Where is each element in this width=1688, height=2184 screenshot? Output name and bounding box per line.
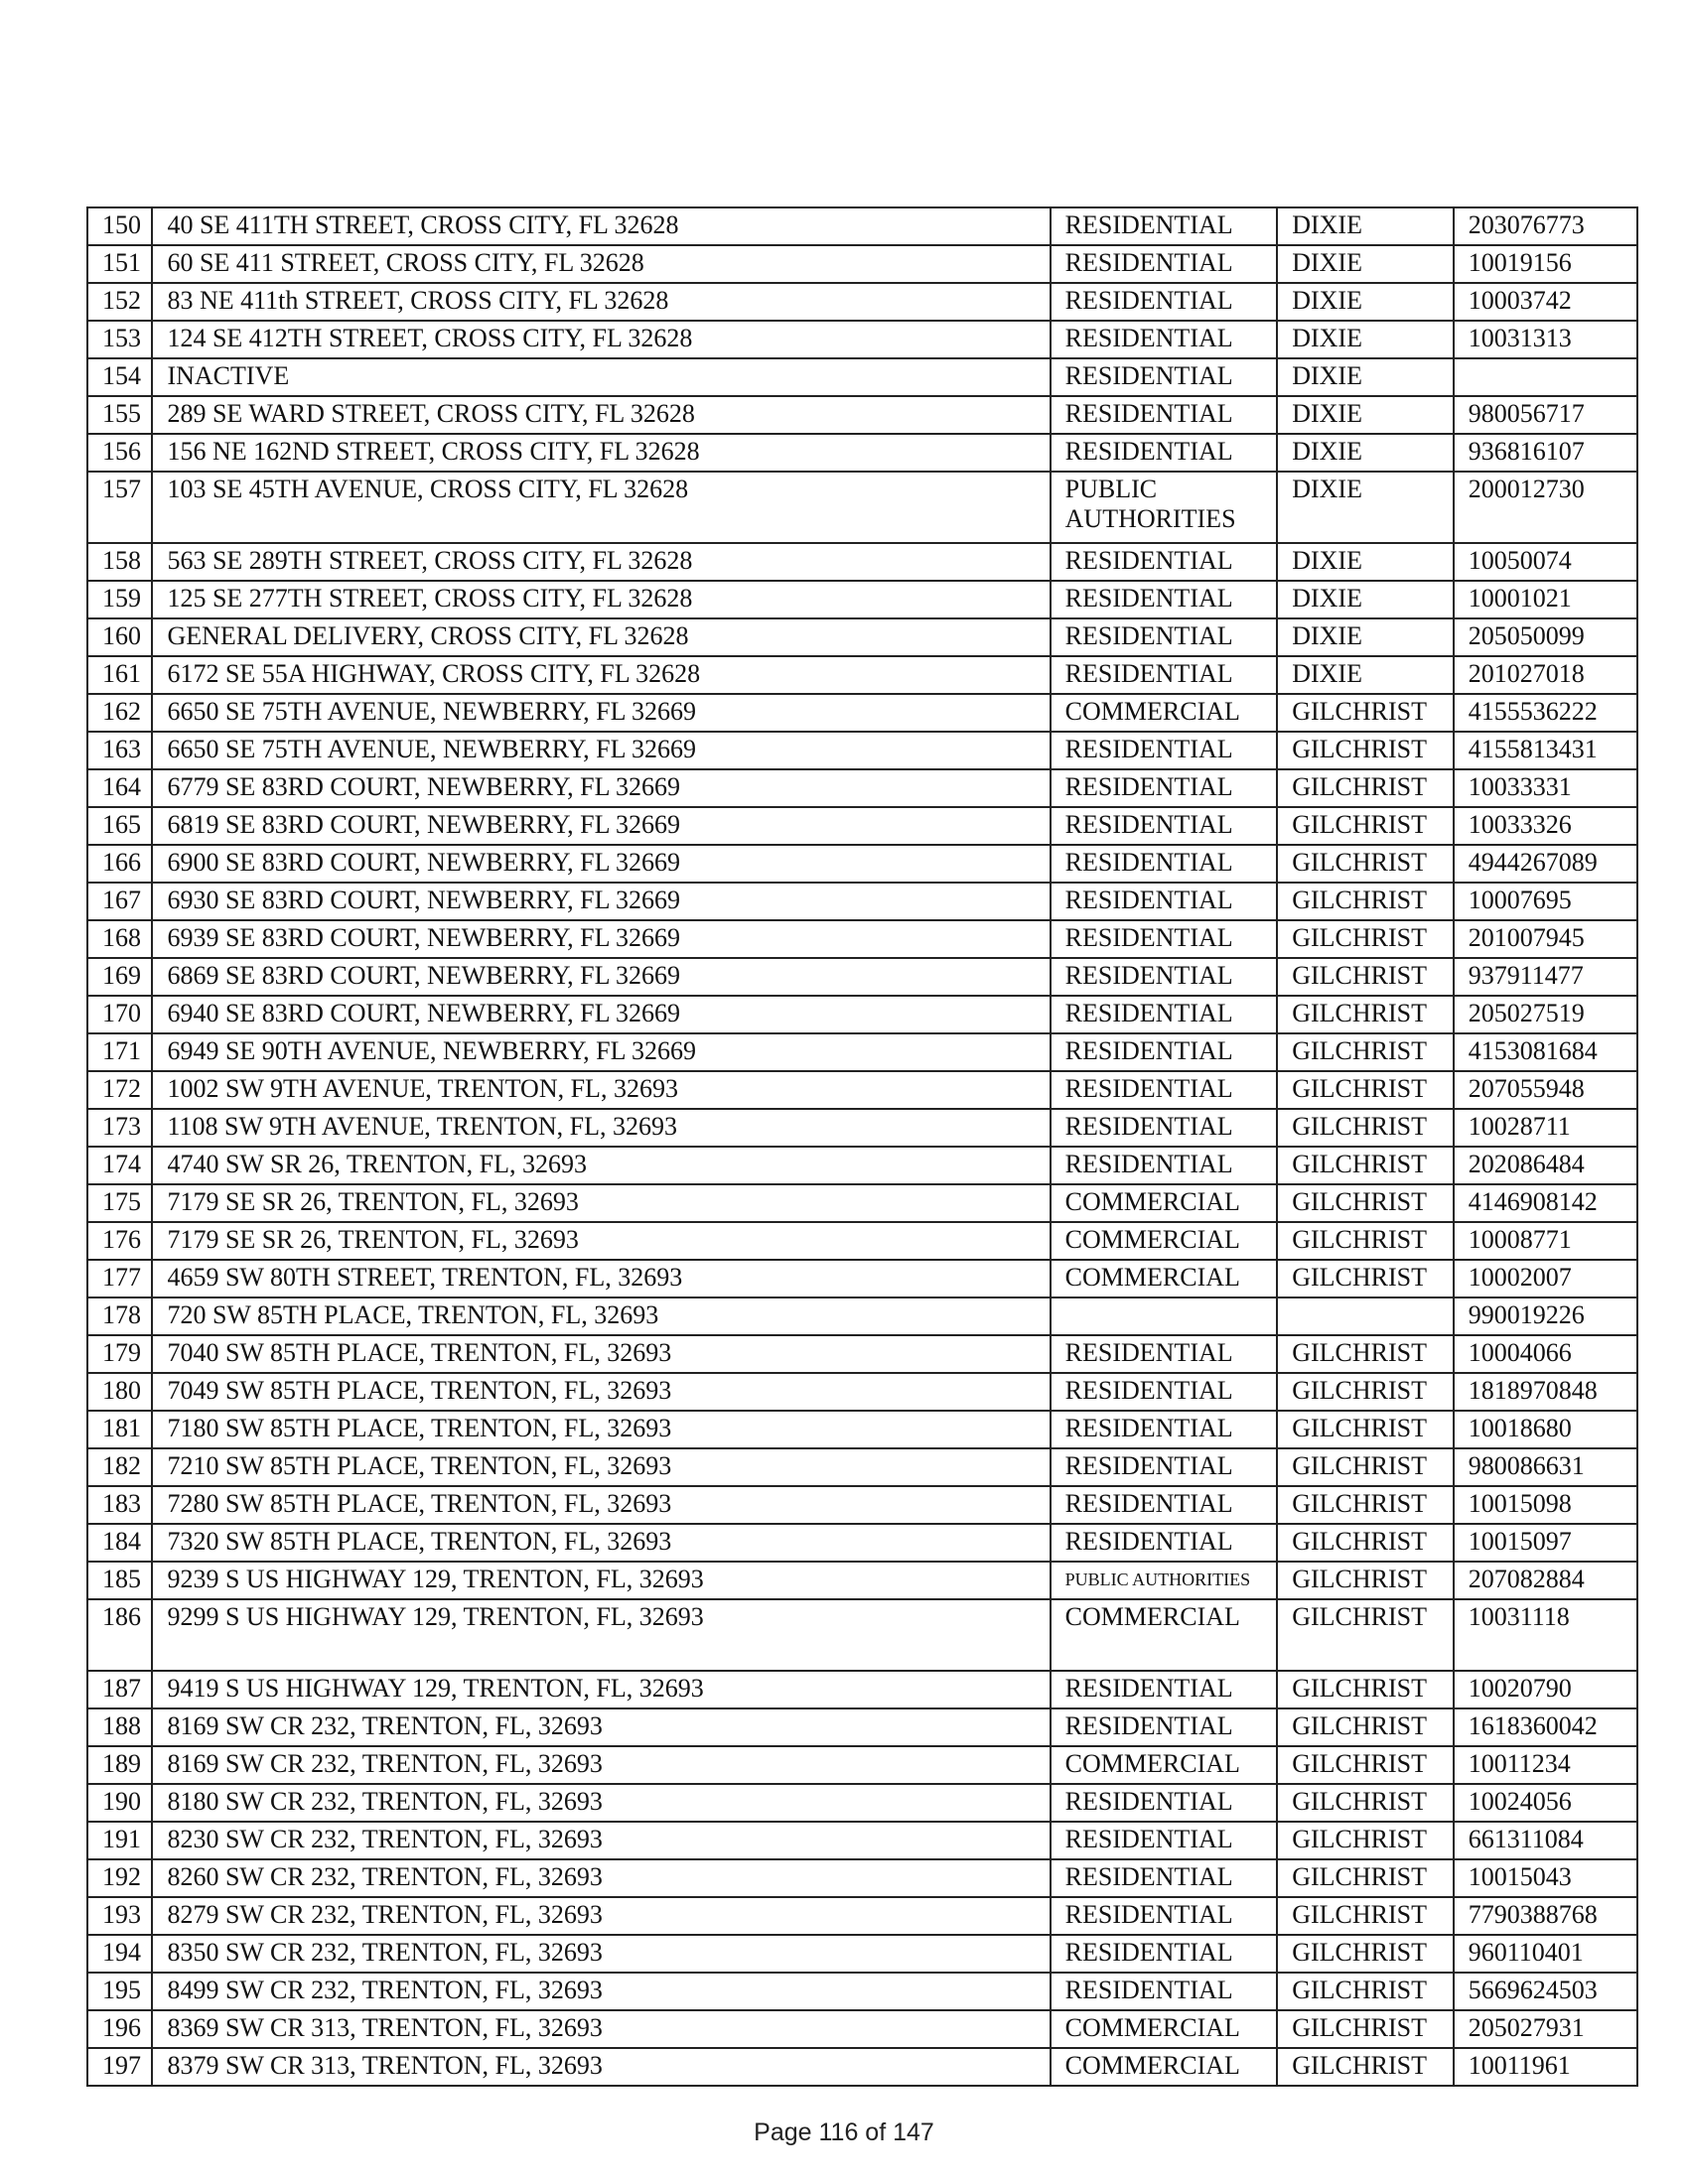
row-number-cell: 155 — [87, 396, 152, 434]
address-cell: 289 SE WARD STREET, CROSS CITY, FL 32628 — [152, 396, 1050, 434]
row-number-cell: 150 — [87, 207, 152, 245]
classification-cell: RESIDENTIAL — [1051, 807, 1278, 845]
county-cell: GILCHRIST — [1277, 920, 1454, 958]
row-number-cell: 162 — [87, 694, 152, 732]
classification-cell: RESIDENTIAL — [1051, 1147, 1278, 1184]
row-number-cell: 154 — [87, 358, 152, 396]
address-cell: 60 SE 411 STREET, CROSS CITY, FL 32628 — [152, 245, 1050, 283]
county-cell: DIXIE — [1277, 618, 1454, 656]
account-number-cell: 937911477 — [1454, 958, 1637, 996]
classification-cell: COMMERCIAL — [1051, 694, 1278, 732]
county-cell: GILCHRIST — [1277, 1784, 1454, 1822]
address-cell: 6930 SE 83RD COURT, NEWBERRY, FL 32669 — [152, 883, 1050, 920]
account-number-cell: 207055948 — [1454, 1071, 1637, 1109]
table-row — [87, 996, 1637, 1033]
account-number-cell: 1818970848 — [1454, 1373, 1637, 1411]
table-row — [87, 958, 1637, 996]
account-number-cell: 10002007 — [1454, 1260, 1637, 1297]
address-cell: 6819 SE 83RD COURT, NEWBERRY, FL 32669 — [152, 807, 1050, 845]
address-cell: 7179 SE SR 26, TRENTON, FL, 32693 — [152, 1222, 1050, 1260]
county-cell — [1277, 1297, 1454, 1335]
classification-cell: RESIDENTIAL — [1051, 996, 1278, 1033]
row-number-cell: 174 — [87, 1147, 152, 1184]
account-number-cell: 10015097 — [1454, 1524, 1637, 1562]
table-row — [87, 1671, 1637, 1708]
address-cell: 83 NE 411th STREET, CROSS CITY, FL 32628 — [152, 283, 1050, 321]
table-row — [87, 883, 1637, 920]
account-number-cell: 10033331 — [1454, 769, 1637, 807]
classification-cell: RESIDENTIAL — [1051, 543, 1278, 581]
classification-cell: COMMERCIAL — [1051, 2010, 1278, 2048]
address-cell: 40 SE 411TH STREET, CROSS CITY, FL 32628 — [152, 207, 1050, 245]
county-cell: GILCHRIST — [1277, 883, 1454, 920]
county-cell: GILCHRIST — [1277, 1708, 1454, 1746]
county-cell: DIXIE — [1277, 581, 1454, 618]
row-number-cell: 177 — [87, 1260, 152, 1297]
account-number-cell: 936816107 — [1454, 434, 1637, 472]
row-number-cell: 157 — [87, 472, 152, 543]
row-number-cell: 158 — [87, 543, 152, 581]
table-row — [87, 1784, 1637, 1822]
address-cell: 7179 SE SR 26, TRENTON, FL, 32693 — [152, 1184, 1050, 1222]
account-number-cell: 4146908142 — [1454, 1184, 1637, 1222]
county-cell: GILCHRIST — [1277, 1335, 1454, 1373]
row-number-cell: 188 — [87, 1708, 152, 1746]
row-number-cell: 189 — [87, 1746, 152, 1784]
row-number-cell: 165 — [87, 807, 152, 845]
row-number-cell: 182 — [87, 1448, 152, 1486]
account-number-cell: 202086484 — [1454, 1147, 1637, 1184]
address-cell: 7040 SW 85TH PLACE, TRENTON, FL, 32693 — [152, 1335, 1050, 1373]
account-number-cell: 205050099 — [1454, 618, 1637, 656]
classification-cell: RESIDENTIAL — [1051, 207, 1278, 245]
address-cell: 4659 SW 80TH STREET, TRENTON, FL, 32693 — [152, 1260, 1050, 1297]
county-cell: DIXIE — [1277, 245, 1454, 283]
address-cell: 125 SE 277TH STREET, CROSS CITY, FL 32628 — [152, 581, 1050, 618]
table-row — [87, 1260, 1637, 1297]
address-cell: 7049 SW 85TH PLACE, TRENTON, FL, 32693 — [152, 1373, 1050, 1411]
classification-cell: RESIDENTIAL — [1051, 434, 1278, 472]
account-number-cell: 10007695 — [1454, 883, 1637, 920]
account-number-cell: 10020790 — [1454, 1671, 1637, 1708]
row-number-cell: 186 — [87, 1599, 152, 1671]
county-cell: DIXIE — [1277, 543, 1454, 581]
table-row — [87, 1822, 1637, 1859]
county-cell: DIXIE — [1277, 321, 1454, 358]
county-cell: GILCHRIST — [1277, 1562, 1454, 1599]
account-number-cell: 203076773 — [1454, 207, 1637, 245]
classification-cell: RESIDENTIAL — [1051, 1335, 1278, 1373]
county-cell: GILCHRIST — [1277, 732, 1454, 769]
account-number-cell: 207082884 — [1454, 1562, 1637, 1599]
table-row — [87, 434, 1637, 472]
row-number-cell: 183 — [87, 1486, 152, 1524]
address-cell: 8230 SW CR 232, TRENTON, FL, 32693 — [152, 1822, 1050, 1859]
account-number-cell: 4153081684 — [1454, 1033, 1637, 1071]
classification-cell: RESIDENTIAL — [1051, 1109, 1278, 1147]
row-number-cell: 153 — [87, 321, 152, 358]
row-number-cell: 178 — [87, 1297, 152, 1335]
row-number-cell: 197 — [87, 2048, 152, 2086]
table-row — [87, 1297, 1637, 1335]
classification-cell: RESIDENTIAL — [1051, 958, 1278, 996]
address-cell: 6940 SE 83RD COURT, NEWBERRY, FL 32669 — [152, 996, 1050, 1033]
row-number-cell: 164 — [87, 769, 152, 807]
account-number-cell: 10024056 — [1454, 1784, 1637, 1822]
row-number-cell: 169 — [87, 958, 152, 996]
table-row — [87, 1562, 1637, 1599]
classification-cell: PUBLIC AUTHORITIES — [1051, 1562, 1278, 1599]
classification-cell: RESIDENTIAL — [1051, 1033, 1278, 1071]
row-number-cell: 194 — [87, 1935, 152, 1973]
table-row — [87, 656, 1637, 694]
classification-cell: RESIDENTIAL — [1051, 769, 1278, 807]
table-row — [87, 1033, 1637, 1071]
classification-cell: RESIDENTIAL — [1051, 1784, 1278, 1822]
county-cell: DIXIE — [1277, 656, 1454, 694]
table-row — [87, 769, 1637, 807]
table-row — [87, 358, 1637, 396]
county-cell: GILCHRIST — [1277, 1222, 1454, 1260]
account-number-cell: 4944267089 — [1454, 845, 1637, 883]
county-cell: GILCHRIST — [1277, 807, 1454, 845]
table-row — [87, 1486, 1637, 1524]
row-number-cell: 187 — [87, 1671, 152, 1708]
address-cell: 6949 SE 90TH AVENUE, NEWBERRY, FL 32669 — [152, 1033, 1050, 1071]
row-number-cell: 172 — [87, 1071, 152, 1109]
account-number-cell: 4155536222 — [1454, 694, 1637, 732]
classification-cell: COMMERCIAL — [1051, 1222, 1278, 1260]
classification-cell: RESIDENTIAL — [1051, 358, 1278, 396]
account-number-cell: 201007945 — [1454, 920, 1637, 958]
classification-cell: RESIDENTIAL — [1051, 396, 1278, 434]
table-row — [87, 207, 1637, 245]
address-cell: 103 SE 45TH AVENUE, CROSS CITY, FL 32628 — [152, 472, 1050, 543]
address-cell: 7280 SW 85TH PLACE, TRENTON, FL, 32693 — [152, 1486, 1050, 1524]
account-number-cell: 10033326 — [1454, 807, 1637, 845]
address-cell: 6650 SE 75TH AVENUE, NEWBERRY, FL 32669 — [152, 694, 1050, 732]
row-number-cell: 171 — [87, 1033, 152, 1071]
table-row — [87, 618, 1637, 656]
row-number-cell: 193 — [87, 1897, 152, 1935]
county-cell: GILCHRIST — [1277, 1599, 1454, 1671]
row-number-cell: 156 — [87, 434, 152, 472]
table-row — [87, 2010, 1637, 2048]
account-number-cell: 205027931 — [1454, 2010, 1637, 2048]
table-row — [87, 1897, 1637, 1935]
address-cell: 8260 SW CR 232, TRENTON, FL, 32693 — [152, 1859, 1050, 1897]
county-cell: GILCHRIST — [1277, 1147, 1454, 1184]
county-cell: GILCHRIST — [1277, 1935, 1454, 1973]
account-number-cell: 10015043 — [1454, 1859, 1637, 1897]
address-cell: 6900 SE 83RD COURT, NEWBERRY, FL 32669 — [152, 845, 1050, 883]
classification-cell: RESIDENTIAL — [1051, 1708, 1278, 1746]
row-number-cell: 196 — [87, 2010, 152, 2048]
row-number-cell: 161 — [87, 656, 152, 694]
address-cell: 8350 SW CR 232, TRENTON, FL, 32693 — [152, 1935, 1050, 1973]
classification-cell: RESIDENTIAL — [1051, 1973, 1278, 2010]
table-row — [87, 1184, 1637, 1222]
county-cell: GILCHRIST — [1277, 1973, 1454, 2010]
classification-cell: RESIDENTIAL — [1051, 883, 1278, 920]
row-number-cell: 159 — [87, 581, 152, 618]
classification-cell: RESIDENTIAL — [1051, 845, 1278, 883]
table-row — [87, 807, 1637, 845]
account-number-cell — [1454, 358, 1637, 396]
table-row — [87, 2048, 1637, 2086]
table-row — [87, 1373, 1637, 1411]
classification-cell: RESIDENTIAL — [1051, 1822, 1278, 1859]
row-number-cell: 166 — [87, 845, 152, 883]
table-row — [87, 1335, 1637, 1373]
address-cell: INACTIVE — [152, 358, 1050, 396]
classification-cell: RESIDENTIAL — [1051, 1524, 1278, 1562]
table-row — [87, 1222, 1637, 1260]
row-number-cell: 160 — [87, 618, 152, 656]
account-number-cell: 205027519 — [1454, 996, 1637, 1033]
address-cell: 1108 SW 9TH AVENUE, TRENTON, FL, 32693 — [152, 1109, 1050, 1147]
classification-cell: RESIDENTIAL — [1051, 245, 1278, 283]
table-row — [87, 1524, 1637, 1562]
address-cell: 124 SE 412TH STREET, CROSS CITY, FL 32628 — [152, 321, 1050, 358]
account-number-cell: 10003742 — [1454, 283, 1637, 321]
address-cell: 8279 SW CR 232, TRENTON, FL, 32693 — [152, 1897, 1050, 1935]
classification-cell: RESIDENTIAL — [1051, 321, 1278, 358]
county-cell: GILCHRIST — [1277, 1260, 1454, 1297]
county-cell: GILCHRIST — [1277, 694, 1454, 732]
address-cell: 156 NE 162ND STREET, CROSS CITY, FL 32628 — [152, 434, 1050, 472]
county-cell: GILCHRIST — [1277, 1859, 1454, 1897]
account-number-cell: 10004066 — [1454, 1335, 1637, 1373]
row-number-cell: 167 — [87, 883, 152, 920]
table-row — [87, 1109, 1637, 1147]
classification-cell: RESIDENTIAL — [1051, 1373, 1278, 1411]
account-number-cell: 10019156 — [1454, 245, 1637, 283]
table-row — [87, 1071, 1637, 1109]
classification-cell: RESIDENTIAL — [1051, 732, 1278, 769]
address-cell: 8369 SW CR 313, TRENTON, FL, 32693 — [152, 2010, 1050, 2048]
table-row — [87, 472, 1637, 543]
row-number-cell: 175 — [87, 1184, 152, 1222]
classification-cell: COMMERCIAL — [1051, 1599, 1278, 1671]
account-number-cell: 10028711 — [1454, 1109, 1637, 1147]
classification-cell: RESIDENTIAL — [1051, 1071, 1278, 1109]
address-cell: 6779 SE 83RD COURT, NEWBERRY, FL 32669 — [152, 769, 1050, 807]
classification-cell: PUBLIC AUTHORITIES — [1051, 472, 1278, 543]
table-row — [87, 732, 1637, 769]
account-number-cell: 201027018 — [1454, 656, 1637, 694]
row-number-cell: 151 — [87, 245, 152, 283]
account-number-cell: 980056717 — [1454, 396, 1637, 434]
county-cell: GILCHRIST — [1277, 2048, 1454, 2086]
county-cell: DIXIE — [1277, 283, 1454, 321]
address-cell: 4740 SW SR 26, TRENTON, FL, 32693 — [152, 1147, 1050, 1184]
classification-cell: RESIDENTIAL — [1051, 283, 1278, 321]
account-number-cell: 10031313 — [1454, 321, 1637, 358]
county-cell: DIXIE — [1277, 358, 1454, 396]
address-cell: 8169 SW CR 232, TRENTON, FL, 32693 — [152, 1746, 1050, 1784]
account-number-cell: 10008771 — [1454, 1222, 1637, 1260]
county-cell: GILCHRIST — [1277, 1033, 1454, 1071]
county-cell: GILCHRIST — [1277, 1109, 1454, 1147]
address-cell: 1002 SW 9TH AVENUE, TRENTON, FL, 32693 — [152, 1071, 1050, 1109]
account-number-cell: 960110401 — [1454, 1935, 1637, 1973]
table-row — [87, 1746, 1637, 1784]
county-cell: GILCHRIST — [1277, 1897, 1454, 1935]
classification-cell: RESIDENTIAL — [1051, 656, 1278, 694]
address-cell: 8180 SW CR 232, TRENTON, FL, 32693 — [152, 1784, 1050, 1822]
table-row — [87, 581, 1637, 618]
county-cell: DIXIE — [1277, 434, 1454, 472]
county-cell: GILCHRIST — [1277, 1184, 1454, 1222]
county-cell: DIXIE — [1277, 472, 1454, 543]
table-row — [87, 1973, 1637, 2010]
account-number-cell: 10001021 — [1454, 581, 1637, 618]
row-number-cell: 184 — [87, 1524, 152, 1562]
table-row — [87, 1147, 1637, 1184]
classification-cell: RESIDENTIAL — [1051, 920, 1278, 958]
account-number-cell: 980086631 — [1454, 1448, 1637, 1486]
address-cell: 7320 SW 85TH PLACE, TRENTON, FL, 32693 — [152, 1524, 1050, 1562]
address-cell: 720 SW 85TH PLACE, TRENTON, FL, 32693 — [152, 1297, 1050, 1335]
classification-cell: RESIDENTIAL — [1051, 1897, 1278, 1935]
table-row — [87, 245, 1637, 283]
table-row — [87, 543, 1637, 581]
address-cell: 563 SE 289TH STREET, CROSS CITY, FL 32628 — [152, 543, 1050, 581]
row-number-cell: 195 — [87, 1973, 152, 2010]
classification-cell: RESIDENTIAL — [1051, 1935, 1278, 1973]
account-number-cell: 7790388768 — [1454, 1897, 1637, 1935]
address-cell: 6172 SE 55A HIGHWAY, CROSS CITY, FL 32628 — [152, 656, 1050, 694]
address-cell: 6939 SE 83RD COURT, NEWBERRY, FL 32669 — [152, 920, 1050, 958]
county-cell: DIXIE — [1277, 396, 1454, 434]
classification-cell: RESIDENTIAL — [1051, 1486, 1278, 1524]
table-row — [87, 1708, 1637, 1746]
row-number-cell: 192 — [87, 1859, 152, 1897]
account-number-cell: 1618360042 — [1454, 1708, 1637, 1746]
account-number-cell: 661311084 — [1454, 1822, 1637, 1859]
address-cell: 6650 SE 75TH AVENUE, NEWBERRY, FL 32669 — [152, 732, 1050, 769]
address-cell: 7210 SW 85TH PLACE, TRENTON, FL, 32693 — [152, 1448, 1050, 1486]
account-number-cell: 10011961 — [1454, 2048, 1637, 2086]
account-number-cell: 10031118 — [1454, 1599, 1637, 1671]
table-row — [87, 1599, 1637, 1671]
table-row — [87, 845, 1637, 883]
table-row — [87, 321, 1637, 358]
address-cell: 9239 S US HIGHWAY 129, TRENTON, FL, 32693 — [152, 1562, 1050, 1599]
classification-cell: RESIDENTIAL — [1051, 1448, 1278, 1486]
row-number-cell: 190 — [87, 1784, 152, 1822]
row-number-cell: 168 — [87, 920, 152, 958]
address-cell: 8379 SW CR 313, TRENTON, FL, 32693 — [152, 2048, 1050, 2086]
classification-cell: RESIDENTIAL — [1051, 1411, 1278, 1448]
address-cell: 8499 SW CR 232, TRENTON, FL, 32693 — [152, 1973, 1050, 2010]
table-row — [87, 1935, 1637, 1973]
table-row — [87, 694, 1637, 732]
account-number-cell: 10050074 — [1454, 543, 1637, 581]
account-number-cell: 4155813431 — [1454, 732, 1637, 769]
account-number-cell: 990019226 — [1454, 1297, 1637, 1335]
address-cell: 8169 SW CR 232, TRENTON, FL, 32693 — [152, 1708, 1050, 1746]
county-cell: DIXIE — [1277, 207, 1454, 245]
county-cell: GILCHRIST — [1277, 2010, 1454, 2048]
account-number-cell: 200012730 — [1454, 472, 1637, 543]
row-number-cell: 180 — [87, 1373, 152, 1411]
county-cell: GILCHRIST — [1277, 1373, 1454, 1411]
account-number-cell: 10015098 — [1454, 1486, 1637, 1524]
account-number-cell: 5669624503 — [1454, 1973, 1637, 2010]
page-number: Page 116 of 147 — [754, 2118, 934, 2146]
address-cell: 6869 SE 83RD COURT, NEWBERRY, FL 32669 — [152, 958, 1050, 996]
address-cell: GENERAL DELIVERY, CROSS CITY, FL 32628 — [152, 618, 1050, 656]
county-cell: GILCHRIST — [1277, 996, 1454, 1033]
table-row — [87, 1448, 1637, 1486]
classification-cell — [1051, 1297, 1278, 1335]
classification-cell: COMMERCIAL — [1051, 1746, 1278, 1784]
row-number-cell: 173 — [87, 1109, 152, 1147]
table-row — [87, 920, 1637, 958]
county-cell: GILCHRIST — [1277, 1746, 1454, 1784]
county-cell: GILCHRIST — [1277, 1071, 1454, 1109]
table-row — [87, 1859, 1637, 1897]
table-row — [87, 396, 1637, 434]
row-number-cell: 191 — [87, 1822, 152, 1859]
address-cell: 9419 S US HIGHWAY 129, TRENTON, FL, 32693 — [152, 1671, 1050, 1708]
service-address-table — [86, 206, 1638, 2087]
county-cell: GILCHRIST — [1277, 958, 1454, 996]
address-cell: 9299 S US HIGHWAY 129, TRENTON, FL, 32693 — [152, 1599, 1050, 1671]
row-number-cell: 179 — [87, 1335, 152, 1373]
account-number-cell: 10011234 — [1454, 1746, 1637, 1784]
county-cell: GILCHRIST — [1277, 1524, 1454, 1562]
classification-cell: COMMERCIAL — [1051, 2048, 1278, 2086]
table-row — [87, 1411, 1637, 1448]
county-cell: GILCHRIST — [1277, 1411, 1454, 1448]
table-row — [87, 283, 1637, 321]
county-cell: GILCHRIST — [1277, 1448, 1454, 1486]
row-number-cell: 181 — [87, 1411, 152, 1448]
row-number-cell: 152 — [87, 283, 152, 321]
classification-cell: RESIDENTIAL — [1051, 1671, 1278, 1708]
classification-cell: COMMERCIAL — [1051, 1260, 1278, 1297]
classification-cell: RESIDENTIAL — [1051, 618, 1278, 656]
row-number-cell: 185 — [87, 1562, 152, 1599]
county-cell: GILCHRIST — [1277, 1822, 1454, 1859]
classification-cell: RESIDENTIAL — [1051, 581, 1278, 618]
row-number-cell: 163 — [87, 732, 152, 769]
table-body — [87, 207, 1637, 2086]
county-cell: GILCHRIST — [1277, 1671, 1454, 1708]
row-number-cell: 170 — [87, 996, 152, 1033]
classification-cell: COMMERCIAL — [1051, 1184, 1278, 1222]
address-cell: 7180 SW 85TH PLACE, TRENTON, FL, 32693 — [152, 1411, 1050, 1448]
account-number-cell: 10018680 — [1454, 1411, 1637, 1448]
classification-cell: RESIDENTIAL — [1051, 1859, 1278, 1897]
row-number-cell: 176 — [87, 1222, 152, 1260]
county-cell: GILCHRIST — [1277, 1486, 1454, 1524]
county-cell: GILCHRIST — [1277, 845, 1454, 883]
county-cell: GILCHRIST — [1277, 769, 1454, 807]
